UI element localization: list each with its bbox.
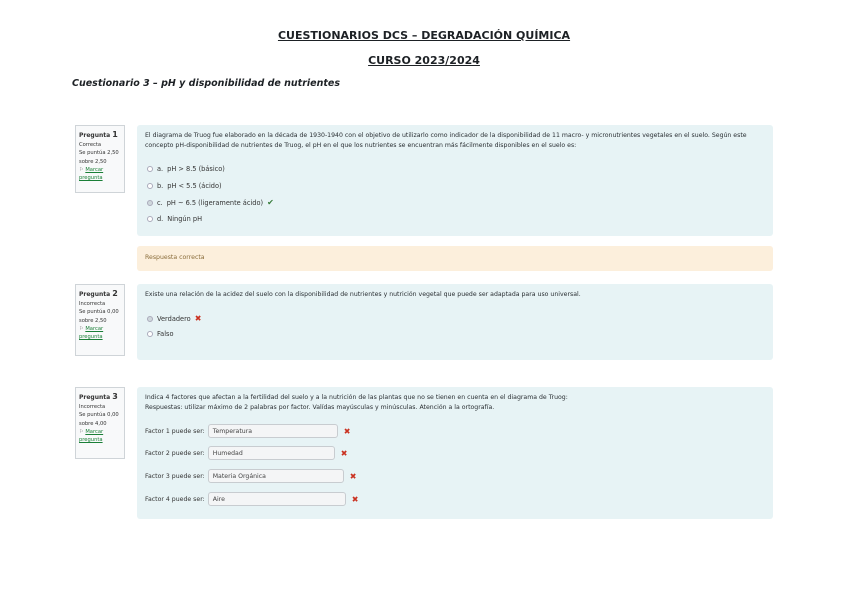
factor-4-input[interactable]: Aire <box>208 492 346 506</box>
question-info-3 <box>75 387 125 459</box>
cross-icon: ✖ <box>351 494 359 504</box>
factor-3-input[interactable]: Materia Orgánica <box>208 469 344 483</box>
radio-icon <box>147 216 153 222</box>
question-label: Pregunta <box>79 394 111 401</box>
radio-icon <box>147 183 153 189</box>
question-label: Pregunta <box>79 132 111 139</box>
course-title: CURSO 2023/2024 <box>368 54 480 67</box>
question-label: Pregunta <box>79 291 111 298</box>
question-score: Se puntúa 0,00 sobre 2,50 <box>79 309 119 324</box>
option-b[interactable]: b. pH < 5.5 (ácido) <box>147 182 222 190</box>
answer-row-2: Factor 2 puede ser: Humedad ✖ <box>145 446 347 460</box>
option-a[interactable]: a. pH > 8.5 (básico) <box>147 165 225 173</box>
radio-selected-icon <box>147 200 153 206</box>
question-state: Correcta <box>79 142 102 149</box>
question-box-2 <box>137 284 773 360</box>
option-verdadero[interactable]: Verdadero ✖ <box>147 314 201 323</box>
answer-row-1: Factor 1 puede ser: Temperatura ✖ <box>145 424 350 438</box>
option-c[interactable]: c. pH ~ 6.5 (ligeramente ácido) ✔ <box>147 198 274 207</box>
page-title: CUESTIONARIOS DCS – DEGRADACIÓN QUÍMICA <box>277 29 571 42</box>
question-state: Incorrecta <box>79 301 106 308</box>
question-info-1 <box>75 125 125 193</box>
flag-question-link[interactable]: ⚐ Marcar pregunta <box>79 428 104 443</box>
cross-icon: ✖ <box>343 426 351 436</box>
factor-2-input[interactable]: Humedad <box>208 446 335 460</box>
question-info-2 <box>75 284 125 356</box>
cross-icon: ✖ <box>349 471 357 481</box>
cross-icon: ✖ <box>340 448 348 458</box>
flag-icon: ⚐ <box>79 428 84 435</box>
question-instructions: Respuestas: utilizar máximo de 2 palabras por factor. Valídas mayúsculas y minúsculas. Atención a la ortografía. <box>145 403 495 411</box>
question-state: Incorrecta <box>79 404 106 411</box>
question-box-1 <box>137 125 773 236</box>
factor-1-input[interactable]: Temperatura <box>208 424 338 438</box>
radio-icon <box>147 331 153 337</box>
radio-selected-icon <box>147 316 153 322</box>
feedback-box: Respuesta correcta <box>137 246 773 271</box>
question-number: 1 <box>112 130 118 139</box>
question-score: Se puntúa 0,00 sobre 4,00 <box>79 412 119 427</box>
question-text: Indica 4 factores que afectan a la fertilidad del suelo y a la nutrición de las plantas que no se tienen en cuenta en el diagrama de Truog: <box>145 394 568 401</box>
flag-question-link[interactable]: ⚐ Marcar pregunta <box>79 325 104 340</box>
quiz-name: Cuestionario 3 – pH y disponibilidad de nutrientes <box>72 78 340 89</box>
question-score: Se puntúa 2,50 sobre 2,50 <box>79 150 119 165</box>
question-text: Existe una relación de la acidez del suelo con la disponibilidad de nutrientes y nutrición vegetal que puede ser adaptada para uso universal. <box>145 291 581 298</box>
question-number: 3 <box>112 392 118 401</box>
radio-icon <box>147 166 153 172</box>
answer-row-3: Factor 3 puede ser: Materia Orgánica ✖ <box>145 469 356 483</box>
check-icon: ✔ <box>267 198 274 207</box>
answer-row-4: Factor 4 puede ser: Aire ✖ <box>145 492 358 506</box>
question-text: El diagrama de Truog fue elaborado en la década de 1930-1940 con el objetivo de utilizarlo como indicador de la disponibilidad de 11 macro- y micronutrientes vegetales en el suelo. Según este concepto pH-disponibilidad de nutrientes de Truog, el pH en el que los nutrientes se encuentran más fácilmente disponibles en el suelo es: <box>145 132 747 149</box>
question-number: 2 <box>112 289 118 298</box>
flag-icon: ⚐ <box>79 325 84 332</box>
cross-icon: ✖ <box>194 314 202 323</box>
flag-icon: ⚐ <box>79 166 84 173</box>
option-falso[interactable]: Falso <box>147 330 174 338</box>
option-d[interactable]: d. Ningún pH <box>147 215 202 223</box>
flag-question-link[interactable]: ⚐ Marcar pregunta <box>79 166 104 181</box>
question-box-3 <box>137 387 773 519</box>
